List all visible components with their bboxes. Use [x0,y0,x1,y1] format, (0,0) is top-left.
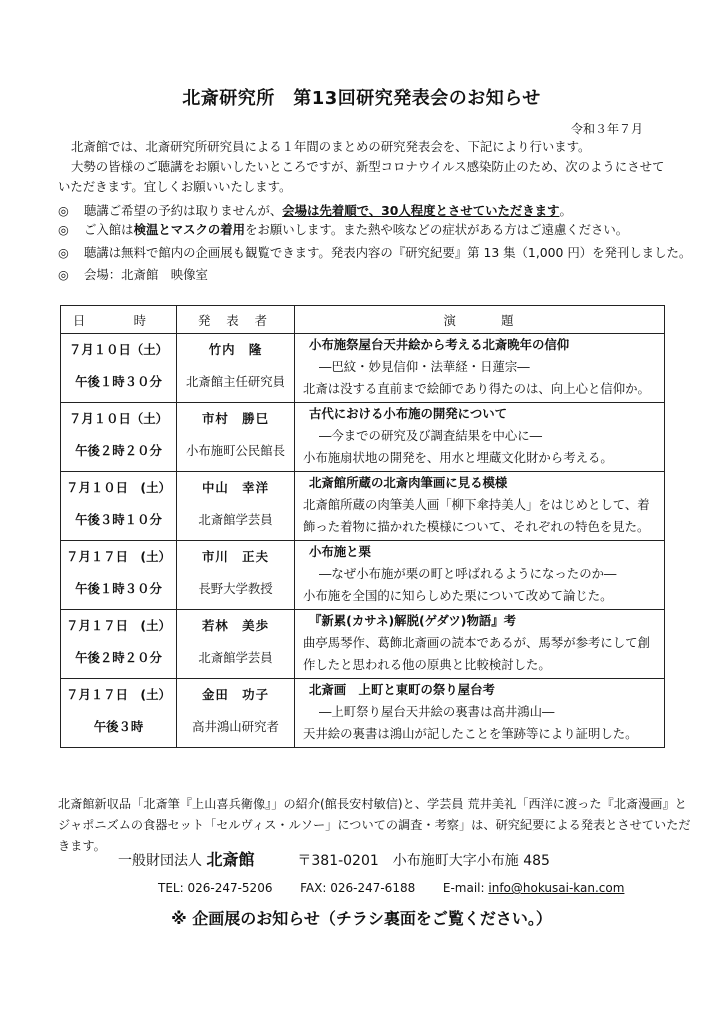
org-address: 〒381-0201 小布施町大字小布施 485 [297,853,550,869]
note-text: ご入館は [84,222,134,237]
fax: FAX: 026-247-6188 [300,881,416,895]
row-datetime [61,472,177,541]
topic-line: ―上町祭り屋台天井絵の裏書は高井鴻山― [319,704,555,719]
row-presenter [177,679,295,748]
row-day: ７月１７日 (土） [66,618,171,633]
row-day: ７月１７日 (土） [66,687,171,702]
tel: TEL: 026-247-5206 [158,881,273,895]
note-entry [58,220,678,240]
topic-title: 小布施と栗 [309,544,371,559]
note-emphasis: 会場は先着順で、30人程度とさせていただきます [282,203,560,218]
note-text: 会場：北斎館 映像室 [84,267,208,282]
header-topic: 演 題 [295,306,665,334]
note-text: 聴講は無料で館内の企画展も観覧できます。発表内容の『研究紀要』第 13 集（1,000 円）を発刊しました。 [84,245,692,260]
presenter-name: 金田 功子 [202,687,269,702]
row-time: 午後２時２０分 [75,650,162,665]
header-datetime: 日 時 [61,306,177,334]
note-venue [58,265,678,285]
row-time: 午後１時３０分 [75,374,162,389]
table-row [61,403,665,472]
presenter-role: 北斎館主任研究員 [185,374,286,389]
presenter-name: 若林 美歩 [202,618,269,633]
row-time: 午後２時２０分 [75,443,162,458]
note-text: をお願いします。また熱や咳などの症状がある方はご遠慮ください。 [245,222,629,237]
intro-paragraph-1: 北斎館では、北斎研究所研究員による１年間のまとめの研究発表会を、下記により行います。 [71,139,591,154]
presenter-role: 高井鴻山研究者 [192,719,279,734]
row-datetime [61,610,177,679]
row-topic [295,610,665,679]
email-label: E-mail: [442,881,489,895]
topic-line: 作したと思われる他の原典と比較検討した。 [303,657,551,672]
row-datetime [61,679,177,748]
presenter-name: 市川 正夫 [202,549,269,564]
table-header-row [61,306,665,334]
exhibition-notice: ※ 企画展のお知らせ（チラシ裏面をご覧ください。） [171,909,552,928]
note-fee [58,243,692,263]
email-link[interactable]: info@hokusai-kan.com [488,881,625,895]
double-circle-icon: ◎ [58,222,69,237]
row-topic [295,334,665,403]
presenter-role: 小布施町公民館長 [185,443,286,458]
double-circle-icon: ◎ [58,267,69,282]
note-text: 。 [559,203,572,218]
schedule-table [60,305,665,748]
table-row [61,472,665,541]
row-datetime [61,403,177,472]
row-day: ７月１０日（土） [68,342,169,357]
topic-line: 飾った着物に描かれた模様について、それぞれの特色を見た。 [303,519,650,534]
note-emphasis: 検温とマスクの着用 [133,222,246,237]
row-topic [295,403,665,472]
row-presenter [177,610,295,679]
topic-title: 『新累(カサネ)解脱(ゲダツ)物語』考 [309,613,517,628]
contact-line [158,881,624,895]
header-presenter: 発 表 者 [177,306,295,334]
double-circle-icon: ◎ [58,245,69,260]
topic-line: ―なぜ小布施が栗の町と呼ばれるようになったのか― [319,566,617,581]
row-datetime [61,334,177,403]
topic-line: 北斎は没する直前まで絵師であり得たのは、向上心と信仰か。 [303,381,650,396]
presenter-name: 中山 幸洋 [202,480,269,495]
topic-line: 天井絵の裏書は鴻山が記したことを筆跡等により証明した。 [303,726,638,741]
row-day: ７月１０日 (土） [66,480,171,495]
table-row [61,679,665,748]
row-topic [295,541,665,610]
row-topic [295,472,665,541]
intro-paragraph-2: 大勢の皆様のご聴講をお願いしたいところですが、新型コロナウイルス感染防止のため、次のようにさせていただきます。宜しくお願いいたします。 [58,159,665,194]
row-presenter [177,334,295,403]
footer-note: 北斎館新収品「北斎筆『上山喜兵衛像』」の紹介(館長安村敏信)と、学芸員 荒井美礼「西洋に渡った『北斎漫画』とジャポニズムの食器セット「セルヴィス・ルソー」についての調査・考察」は、研究紀要による発表とさせていただきます。 [58,797,691,853]
issue-date: 令和３年７月 [570,122,643,136]
org-name: 北斎館 [206,850,255,869]
topic-title: 小布施祭屋台天井絵から考える北斎晩年の信仰 [309,337,570,352]
note-text: 聴講ご希望の予約は取りませんが、 [84,203,283,218]
note-reservation [58,201,678,221]
topic-line: 曲亭馬琴作、葛飾北斎画の読本であるが、馬琴が参考にして創 [303,635,650,650]
presenter-name: 市村 勝巳 [202,411,269,426]
organization-line [118,847,550,870]
page-title: 北斎研究所 第13回研究発表会のお知らせ [182,88,541,109]
topic-line: ―巴紋・妙見信仰・法華経・日蓮宗― [319,359,530,374]
topic-title: 北斎館所蔵の北斎肉筆画に見る模様 [309,475,508,490]
topic-line: 小布施を全国的に知らしめた栗について改めて論じた。 [303,588,613,603]
topic-title: 北斎画 上町と東町の祭り屋台考 [309,682,495,697]
table-row [61,610,665,679]
presenter-name: 竹内 隆 [208,342,263,357]
row-datetime [61,541,177,610]
row-presenter [177,403,295,472]
presenter-role: 長野大学教授 [198,581,273,596]
topic-line: ―今までの研究及び調査結果を中心に― [319,428,543,443]
row-time: 午後３時１０分 [75,512,162,527]
topic-line: 北斎館所蔵の肉筆美人画「柳下傘持美人」をはじめとして、着 [303,497,650,512]
presenter-role: 北斎館学芸員 [198,650,273,665]
row-presenter [177,472,295,541]
topic-line: 小布施扇状地の開発を、用水と埋蔵文化財から考える。 [303,450,613,465]
row-topic [295,679,665,748]
row-day: ７月１０日（土） [68,411,169,426]
table-row [61,334,665,403]
topic-title: 古代における小布施の開発について [309,406,508,421]
org-prefix: 一般財団法人 [118,853,202,869]
row-presenter [177,541,295,610]
presenter-role: 北斎館学芸員 [198,512,273,527]
table-row [61,541,665,610]
row-day: ７月１７日 (土） [66,549,171,564]
double-circle-icon: ◎ [58,203,69,218]
row-time: 午後３時 [93,719,144,734]
row-time: 午後１時３０分 [75,581,162,596]
